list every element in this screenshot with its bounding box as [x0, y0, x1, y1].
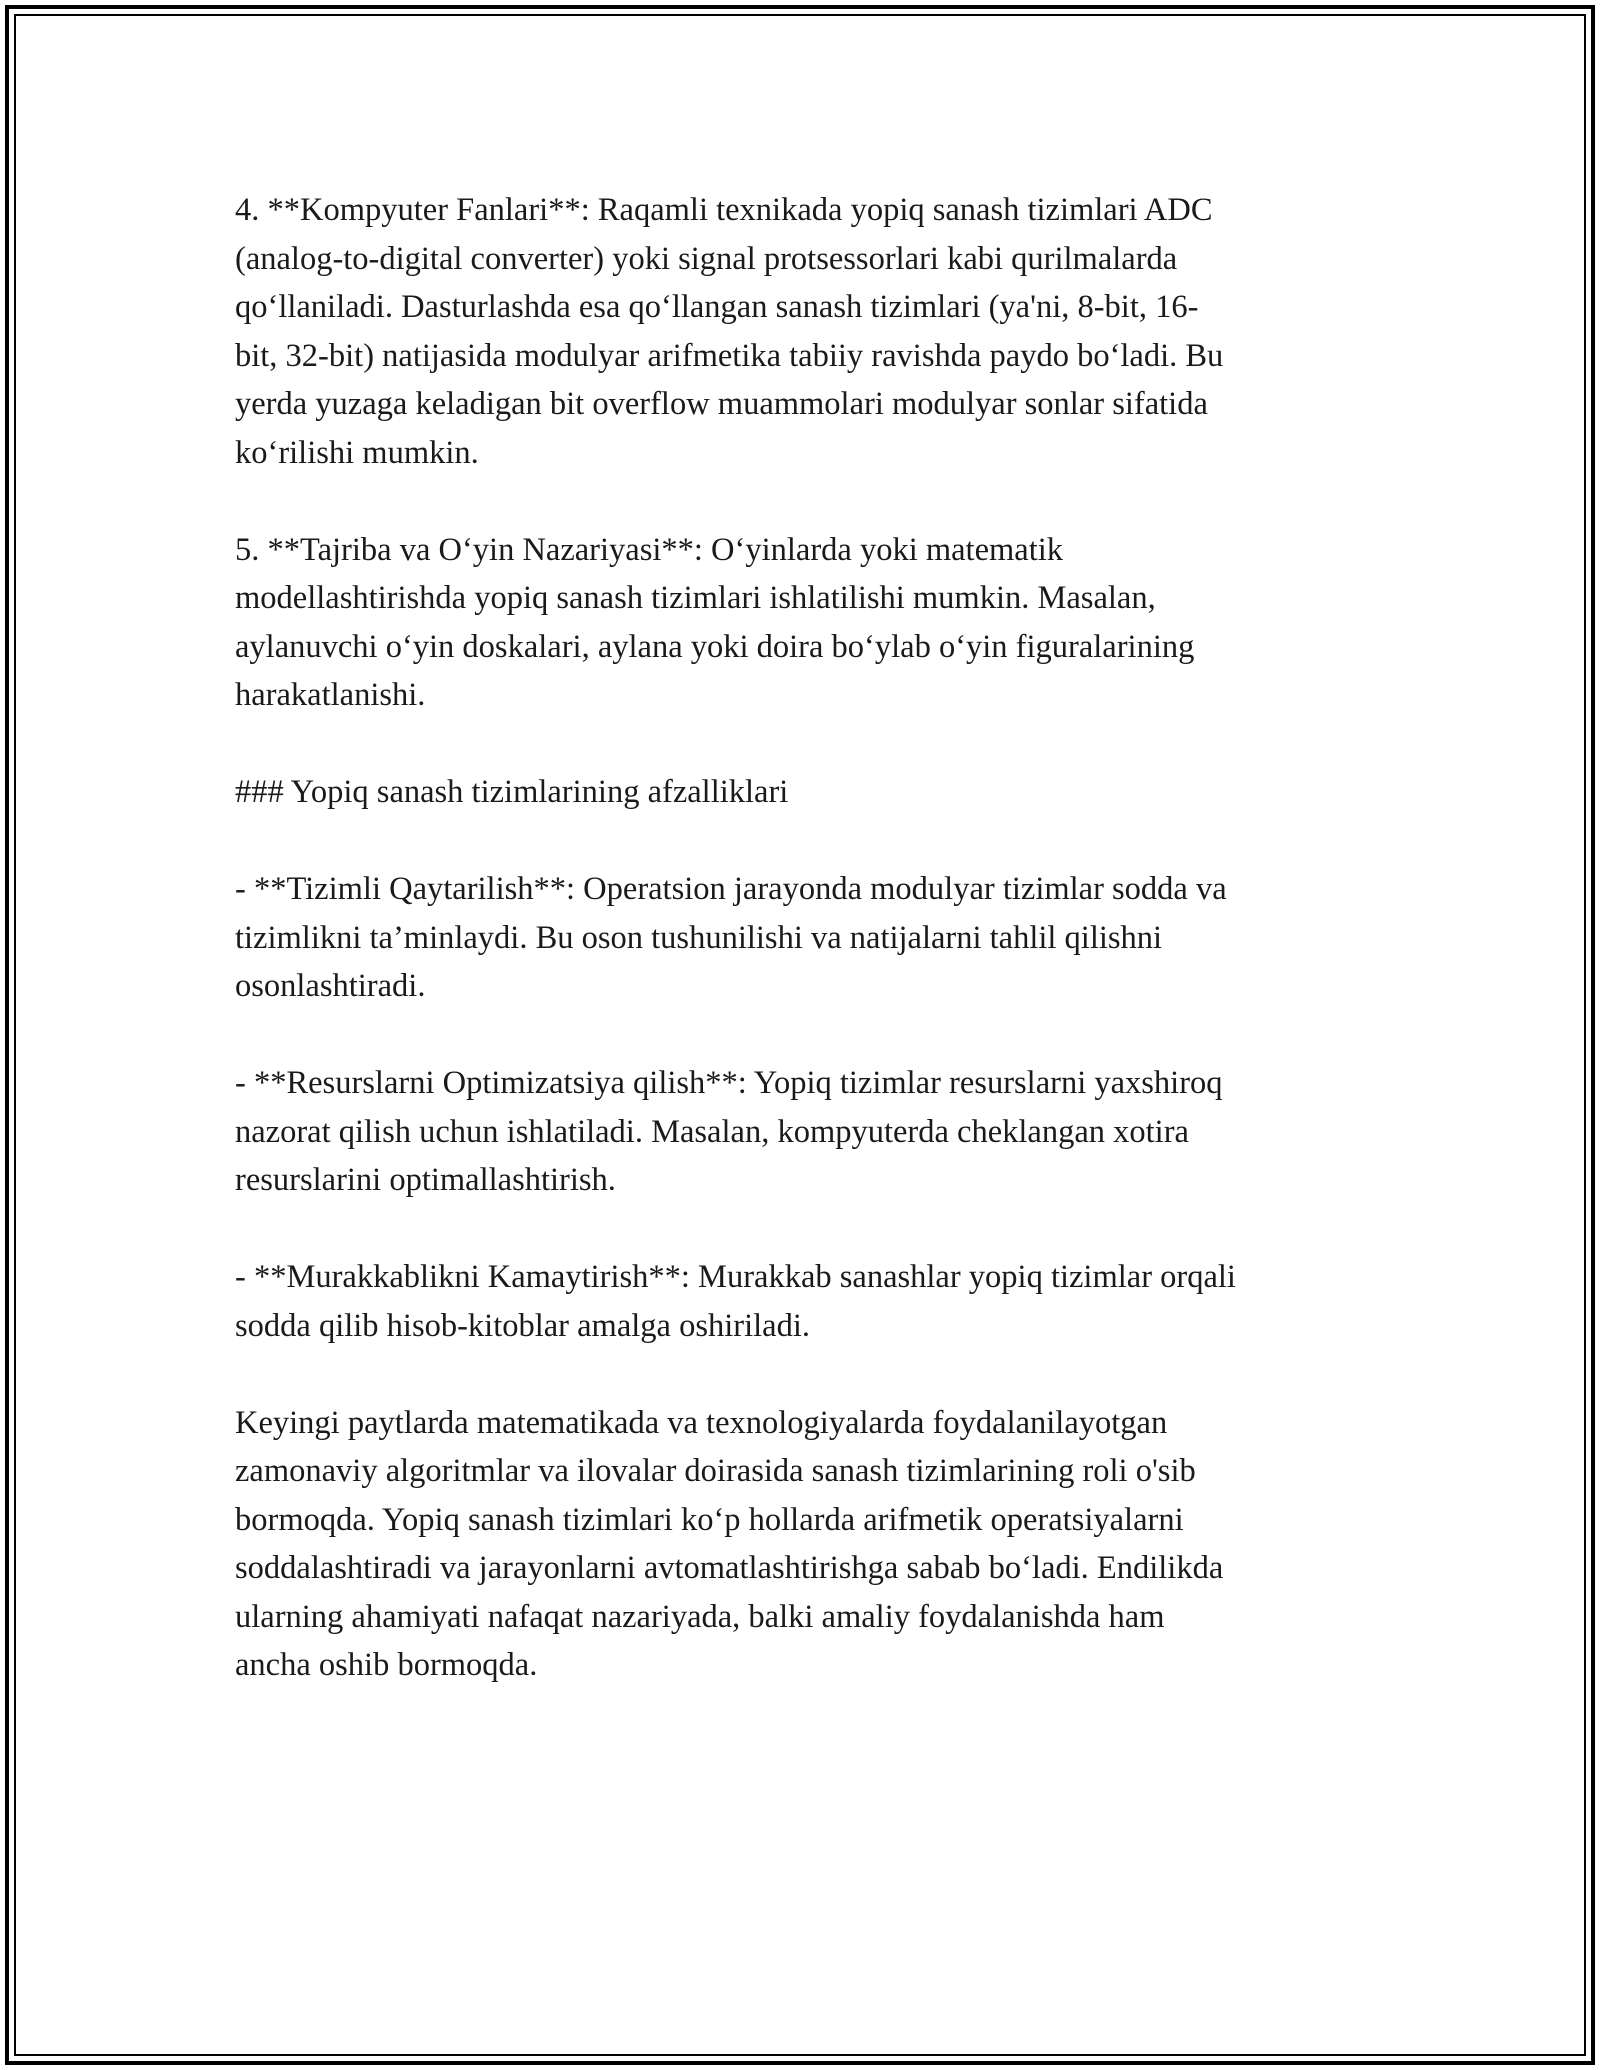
list-item-resource-optimization: - **Resurslarni Optimizatsiya qilish**: Yopiq tizimlar resurslarni yaxshiroq nazorat qilish uchun ishlatiladi. Masalan, kompyuterda cheklangan xotira resurslarini optimallashtirish. [235, 1065, 1223, 1198]
paragraph-conclusion: Keyingi paytlarda matematikada va texnologiyalarda foydalanilayotgan zamonaviy algoritmlar va ilovalar doirasida sanash tizimlarining roli o'sib bormoqda. Yopiq sanash tizimlari ko‘p hollarda arifmetik operatsiyalarni soddalashtiradi va jarayonlarni avtomatlashtirishga sabab bo‘ladi. Endilikda ularning ahamiyati nafaqat nazariyada, balki amaliy foydalanishda ham ancha oshib bormoqda. [235, 1404, 1224, 1683]
paragraph-game-theory: 5. **Tajriba va O‘yin Nazariyasi**: O‘yinlarda yoki matematik modellashtirishda yopiq sanash tizimlari ishlatilishi mumkin. Masalan, aylanuvchi o‘yin doskalari, aylana yoki doira bo‘ylab o‘yin figuralarining harakatlanishi. [235, 531, 1195, 713]
list-item-systematic-repetition: - **Tizimli Qaytarilish**: Operatsion jarayonda modulyar tizimlar sodda va tizimlikni ta’minlaydi. Bu oson tushunilishi va natijalarni tahlil qilishni osonlashtiradi. [235, 871, 1227, 1004]
paragraph-computer-science: 4. **Kompyuter Fanlari**: Raqamli texnikada yopiq sanash tizimlari ADC (analog-to-digital converter) yoki signal protsessorlari kabi qurilmalarda qo‘llaniladi. Dasturlashda esa qo‘llangan sanash tizimlari (ya'ni, 8-bit, 16- bit, 32-bit) natijasida modulyar arifmetika tabiiy ravishda paydo bo‘ladi. Bu yerda yuzaga keladigan bit overflow muammolari modulyar sonlar sifatida ko‘rilishi mumkin. [235, 192, 1224, 471]
list-item-complexity-reduction: - **Murakkablikni Kamaytirish**: Murakkab sanashlar yopiq tizimlar orqali sodda qilib hisob-kitoblar amalga oshiriladi. [235, 1259, 1236, 1344]
document-body [235, 186, 1385, 1690]
section-heading-advantages: ### Yopiq sanash tizimlarining afzalliklari [235, 774, 789, 810]
